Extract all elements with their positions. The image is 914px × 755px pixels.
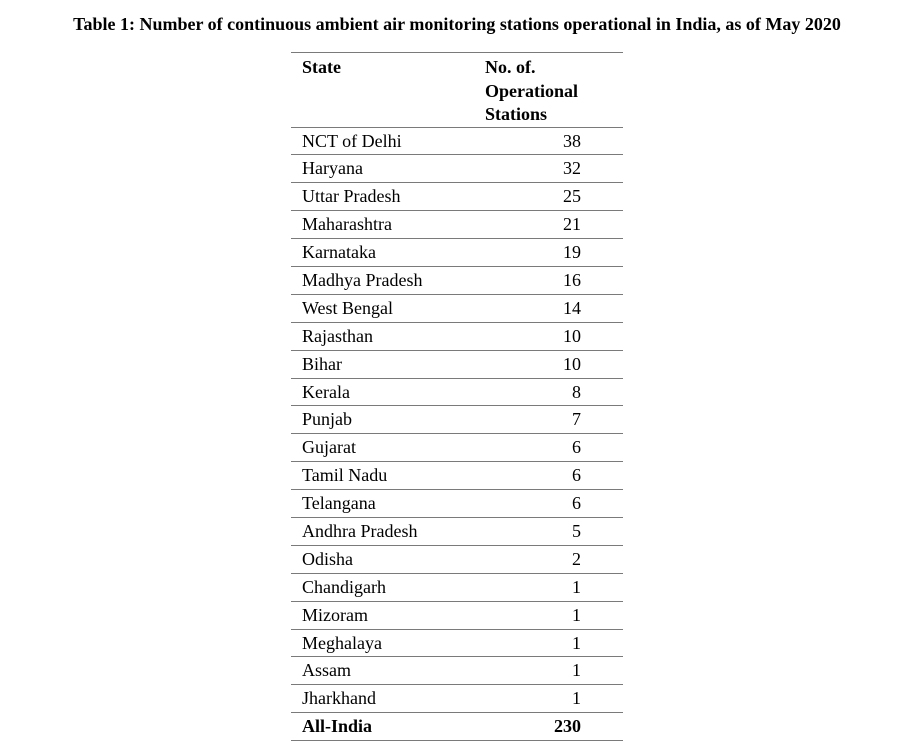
stations-cell: 7 [474, 406, 623, 434]
table-row [291, 434, 623, 462]
table-row [291, 462, 623, 490]
state-cell: Assam [291, 657, 474, 685]
stations-cell: 10 [474, 350, 623, 378]
state-cell: Jharkhand [291, 685, 474, 713]
state-cell: Rajasthan [291, 322, 474, 350]
state-cell: Haryana [291, 155, 474, 183]
stations-cell: 16 [474, 266, 623, 294]
stations-cell: 8 [474, 378, 623, 406]
state-cell: Punjab [291, 406, 474, 434]
stations-cell: 6 [474, 490, 623, 518]
stations-cell: 6 [474, 434, 623, 462]
stations-cell: 1 [474, 573, 623, 601]
stations-table [291, 52, 623, 741]
state-cell: Chandigarh [291, 573, 474, 601]
stations-cell: 1 [474, 657, 623, 685]
table-row [291, 406, 623, 434]
table-row [291, 322, 623, 350]
total-value-cell: 230 [474, 713, 623, 741]
state-cell: Maharashtra [291, 211, 474, 239]
table-row [291, 211, 623, 239]
state-cell: Gujarat [291, 434, 474, 462]
table-row [291, 545, 623, 573]
stations-cell: 32 [474, 155, 623, 183]
table-row [291, 155, 623, 183]
stations-cell: 10 [474, 322, 623, 350]
table-row [291, 350, 623, 378]
stations-cell: 1 [474, 685, 623, 713]
table-header-row [291, 53, 623, 128]
stations-cell: 6 [474, 462, 623, 490]
state-cell: Odisha [291, 545, 474, 573]
stations-cell: 14 [474, 294, 623, 322]
table-row [291, 657, 623, 685]
state-cell: West Bengal [291, 294, 474, 322]
state-cell: NCT of Delhi [291, 127, 474, 155]
state-cell: Mizoram [291, 601, 474, 629]
stations-cell: 1 [474, 629, 623, 657]
state-cell: Kerala [291, 378, 474, 406]
state-cell: Andhra Pradesh [291, 517, 474, 545]
state-cell: Karnataka [291, 239, 474, 267]
state-cell: Uttar Pradesh [291, 183, 474, 211]
stations-cell: 2 [474, 545, 623, 573]
stations-cell: 5 [474, 517, 623, 545]
table-row [291, 294, 623, 322]
total-row [291, 713, 623, 741]
table-row [291, 685, 623, 713]
state-cell: Bihar [291, 350, 474, 378]
table-body [291, 127, 623, 741]
total-label-cell: All-India [291, 713, 474, 741]
state-cell: Telangana [291, 490, 474, 518]
state-column-header: State [291, 53, 474, 128]
stations-cell: 38 [474, 127, 623, 155]
table-row [291, 517, 623, 545]
stations-header-line-1: No. of. [485, 57, 536, 77]
table-row [291, 378, 623, 406]
stations-column-header [474, 53, 623, 128]
table-row [291, 127, 623, 155]
stations-cell: 25 [474, 183, 623, 211]
stations-header-line-3: Stations [485, 104, 548, 124]
table-row [291, 183, 623, 211]
table-row [291, 573, 623, 601]
table-row [291, 490, 623, 518]
table-caption: Table 1: Number of continuous ambient air monitoring stations operational in India, as of May 2020 [73, 14, 841, 34]
state-cell: Tamil Nadu [291, 462, 474, 490]
stations-cell: 21 [474, 211, 623, 239]
stations-cell: 19 [474, 239, 623, 267]
table-row [291, 239, 623, 267]
table-row [291, 601, 623, 629]
stations-cell: 1 [474, 601, 623, 629]
table-row [291, 266, 623, 294]
state-cell: Madhya Pradesh [291, 266, 474, 294]
table-row [291, 629, 623, 657]
state-cell: Meghalaya [291, 629, 474, 657]
stations-header-line-2: Operational [485, 80, 578, 101]
